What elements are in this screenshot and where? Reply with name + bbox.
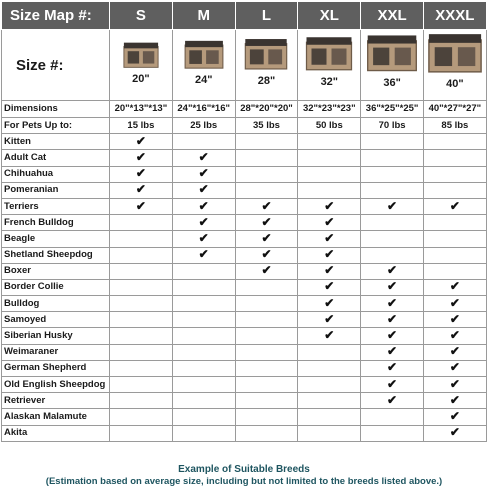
pet-crate-icon — [243, 36, 289, 72]
size-map-header-row — [2, 2, 487, 30]
fit-cell — [235, 198, 298, 214]
fit-cell — [235, 425, 298, 441]
fit-cell — [423, 182, 486, 198]
crate-size-xl: 32" — [320, 76, 339, 88]
fit-cell — [361, 344, 424, 360]
footer-note: (Estimation based on average size, including but not limited to the breeds listed above.) — [45, 476, 443, 487]
breed-name: Shetland Sheepdog — [2, 247, 110, 263]
fit-cell — [423, 279, 486, 295]
size-code-xl: XL — [298, 2, 361, 30]
fit-cell — [423, 312, 486, 328]
breed-name: Terriers — [2, 198, 110, 214]
breed-row — [2, 409, 487, 425]
breed-row — [2, 279, 487, 295]
breed-name: Border Collie — [2, 279, 110, 295]
fit-cell — [172, 150, 235, 166]
fit-cell — [423, 134, 486, 150]
check-mark-icon: ✔ — [198, 149, 209, 164]
breed-row — [2, 312, 487, 328]
breed-name: Adult Cat — [2, 150, 110, 166]
crate-size-l: 28" — [257, 75, 276, 87]
breed-row — [2, 360, 487, 376]
fit-cell — [110, 360, 173, 376]
fit-cell — [298, 425, 361, 441]
weight-limit-value: 25 lbs — [172, 117, 235, 134]
check-mark-icon: ✔ — [135, 149, 146, 164]
breed-row — [2, 377, 487, 393]
fit-cell — [423, 198, 486, 214]
check-mark-icon: ✔ — [198, 247, 209, 262]
fit-cell — [361, 166, 424, 182]
fit-cell — [110, 279, 173, 295]
check-mark-icon: ✔ — [449, 344, 460, 359]
breed-name: French Bulldog — [2, 215, 110, 231]
check-mark-icon: ✔ — [449, 425, 460, 440]
breed-list — [2, 134, 487, 442]
check-mark-icon: ✔ — [198, 166, 209, 181]
check-mark-icon: ✔ — [324, 214, 335, 229]
check-mark-icon: ✔ — [449, 198, 460, 213]
fit-cell — [298, 344, 361, 360]
fit-cell — [361, 279, 424, 295]
check-mark-icon: ✔ — [387, 263, 398, 278]
fit-cell — [423, 409, 486, 425]
breed-row — [2, 150, 487, 166]
fit-cell — [110, 425, 173, 441]
check-mark-icon: ✔ — [387, 198, 398, 213]
breed-row — [2, 344, 487, 360]
fit-cell — [423, 328, 486, 344]
check-mark-icon: ✔ — [324, 295, 335, 310]
fit-cell — [110, 393, 173, 409]
fit-cell — [361, 263, 424, 279]
breed-name: Akita — [2, 425, 110, 441]
breed-name: Samoyed — [2, 312, 110, 328]
check-mark-icon: ✔ — [387, 279, 398, 294]
check-mark-icon: ✔ — [449, 328, 460, 343]
check-mark-icon: ✔ — [135, 198, 146, 213]
breed-name: Bulldog — [2, 296, 110, 312]
fit-cell — [110, 409, 173, 425]
check-mark-icon: ✔ — [324, 247, 335, 262]
weight-limit-value: 85 lbs — [423, 117, 486, 134]
fit-cell — [172, 393, 235, 409]
fit-cell — [235, 263, 298, 279]
fit-cell — [361, 215, 424, 231]
breed-row — [2, 134, 487, 150]
crate-size-xxl: 36" — [383, 77, 401, 89]
fit-cell — [361, 312, 424, 328]
fit-cell — [172, 198, 235, 214]
breed-name: Weimaraner — [2, 344, 110, 360]
size-code-xxl: XXL — [361, 2, 424, 30]
fit-cell — [235, 247, 298, 263]
check-mark-icon: ✔ — [198, 230, 209, 245]
crate-size-xxxl: 40" — [446, 78, 464, 90]
fit-cell — [235, 279, 298, 295]
fit-cell — [235, 166, 298, 182]
fit-cell — [235, 215, 298, 231]
fit-cell — [298, 328, 361, 344]
check-mark-icon: ✔ — [449, 295, 460, 310]
size-table — [1, 1, 487, 442]
check-mark-icon: ✔ — [261, 198, 272, 213]
breed-row — [2, 328, 487, 344]
check-mark-icon: ✔ — [324, 230, 335, 245]
fit-cell — [298, 279, 361, 295]
fit-cell — [423, 360, 486, 376]
fit-cell — [361, 296, 424, 312]
size-code-m: M — [172, 2, 235, 30]
fit-cell — [298, 182, 361, 198]
fit-cell — [235, 231, 298, 247]
fit-cell — [361, 247, 424, 263]
fit-cell — [235, 312, 298, 328]
fit-cell — [298, 231, 361, 247]
fit-cell — [298, 198, 361, 214]
crate-size-m: 24" — [194, 74, 213, 86]
check-mark-icon: ✔ — [449, 360, 460, 375]
dimension-value: 24"*16"*16" — [172, 101, 235, 118]
breed-row — [2, 166, 487, 182]
check-mark-icon: ✔ — [387, 311, 398, 326]
fit-cell — [110, 166, 173, 182]
dimensions-row — [2, 101, 487, 118]
fit-cell — [298, 166, 361, 182]
check-mark-icon: ✔ — [387, 328, 398, 343]
crate-image-row — [2, 30, 487, 101]
fit-cell — [423, 247, 486, 263]
fit-cell — [172, 409, 235, 425]
check-mark-icon: ✔ — [324, 328, 335, 343]
fit-cell — [298, 393, 361, 409]
fit-cell — [298, 150, 361, 166]
fit-cell — [423, 231, 486, 247]
fit-cell — [361, 393, 424, 409]
dimension-value: 40"*27"*27" — [423, 101, 486, 118]
footer-title: Example of Suitable Breeds — [178, 464, 310, 475]
fit-cell — [110, 263, 173, 279]
breed-name: Pomeranian — [2, 182, 110, 198]
fit-cell — [361, 134, 424, 150]
fit-cell — [110, 312, 173, 328]
fit-cell — [423, 150, 486, 166]
fit-cell — [110, 344, 173, 360]
check-mark-icon: ✔ — [449, 376, 460, 391]
fit-cell — [298, 360, 361, 376]
fit-cell — [423, 377, 486, 393]
check-mark-icon: ✔ — [198, 182, 209, 197]
breed-name: Old English Sheepdog — [2, 377, 110, 393]
fit-cell — [298, 409, 361, 425]
fit-cell — [235, 134, 298, 150]
fit-cell — [423, 263, 486, 279]
check-mark-icon: ✔ — [324, 263, 335, 278]
check-mark-icon: ✔ — [261, 247, 272, 262]
breed-row — [2, 425, 487, 441]
breed-row — [2, 215, 487, 231]
check-mark-icon: ✔ — [449, 408, 460, 423]
crate-cell-xxl — [361, 30, 424, 101]
fit-cell — [110, 215, 173, 231]
fit-cell — [235, 360, 298, 376]
size-code-s: S — [110, 2, 173, 30]
weight-limit-row — [2, 117, 487, 134]
pet-crate-icon — [426, 31, 484, 75]
check-mark-icon: ✔ — [387, 392, 398, 407]
size-code-xxxl: XXXL — [423, 2, 486, 30]
fit-cell — [172, 377, 235, 393]
crate-cell-s — [110, 30, 173, 101]
fit-cell — [110, 198, 173, 214]
fit-cell — [361, 409, 424, 425]
check-mark-icon: ✔ — [449, 279, 460, 294]
check-mark-icon: ✔ — [135, 182, 146, 197]
fit-cell — [172, 328, 235, 344]
pet-crate-icon — [183, 38, 225, 71]
fit-cell — [172, 247, 235, 263]
fit-cell — [235, 182, 298, 198]
fit-cell — [235, 296, 298, 312]
fit-cell — [235, 409, 298, 425]
fit-cell — [172, 166, 235, 182]
crate-size-s: 20" — [132, 73, 150, 85]
weight-limit-value: 35 lbs — [235, 117, 298, 134]
fit-cell — [361, 182, 424, 198]
fit-cell — [361, 150, 424, 166]
size-map-label: Size Map #: — [2, 2, 110, 30]
fit-cell — [298, 247, 361, 263]
breed-name: Chihuahua — [2, 166, 110, 182]
fit-cell — [298, 134, 361, 150]
fit-cell — [298, 215, 361, 231]
check-mark-icon: ✔ — [449, 392, 460, 407]
fit-cell — [235, 377, 298, 393]
check-mark-icon: ✔ — [135, 133, 146, 148]
weight-limit-value: 50 lbs — [298, 117, 361, 134]
breed-row — [2, 296, 487, 312]
fit-cell — [110, 182, 173, 198]
breed-name: Beagle — [2, 231, 110, 247]
pet-crate-icon — [365, 32, 419, 74]
size-code-l: L — [235, 2, 298, 30]
fit-cell — [172, 425, 235, 441]
weight-limit-label: For Pets Up to: — [2, 117, 110, 134]
fit-cell — [110, 247, 173, 263]
fit-cell — [110, 134, 173, 150]
fit-cell — [110, 328, 173, 344]
fit-cell — [172, 215, 235, 231]
breed-name: German Shepherd — [2, 360, 110, 376]
fit-cell — [110, 296, 173, 312]
breed-name: Retriever — [2, 393, 110, 409]
crate-cell-l — [235, 30, 298, 101]
check-mark-icon: ✔ — [261, 263, 272, 278]
check-mark-icon: ✔ — [387, 344, 398, 359]
dimensions-label: Dimensions — [2, 101, 110, 118]
fit-cell — [172, 360, 235, 376]
breed-row — [2, 263, 487, 279]
pet-crate-icon — [304, 34, 354, 73]
check-mark-icon: ✔ — [324, 311, 335, 326]
fit-cell — [235, 393, 298, 409]
fit-cell — [361, 360, 424, 376]
fit-cell — [423, 344, 486, 360]
fit-cell — [172, 182, 235, 198]
fit-cell — [172, 134, 235, 150]
fit-cell — [235, 344, 298, 360]
breed-row — [2, 231, 487, 247]
size-number-label: Size #: — [2, 30, 110, 101]
check-mark-icon: ✔ — [324, 198, 335, 213]
dimension-value: 32"*23"*23" — [298, 101, 361, 118]
check-mark-icon: ✔ — [324, 279, 335, 294]
breed-name: Alaskan Malamute — [2, 409, 110, 425]
breed-row — [2, 182, 487, 198]
fit-cell — [110, 231, 173, 247]
fit-cell — [172, 263, 235, 279]
fit-cell — [110, 150, 173, 166]
check-mark-icon: ✔ — [198, 214, 209, 229]
dimension-value: 36"*25"*25" — [361, 101, 424, 118]
breed-name: Boxer — [2, 263, 110, 279]
fit-cell — [172, 231, 235, 247]
fit-cell — [423, 215, 486, 231]
fit-cell — [361, 328, 424, 344]
fit-cell — [298, 312, 361, 328]
crate-cell-xl — [298, 30, 361, 101]
fit-cell — [235, 328, 298, 344]
fit-cell — [298, 377, 361, 393]
fit-cell — [361, 231, 424, 247]
check-mark-icon: ✔ — [387, 376, 398, 391]
breed-row — [2, 393, 487, 409]
check-mark-icon: ✔ — [261, 214, 272, 229]
dimension-value: 28"*20"*20" — [235, 101, 298, 118]
fit-cell — [361, 425, 424, 441]
fit-cell — [172, 296, 235, 312]
fit-cell — [172, 312, 235, 328]
breed-name: Siberian Husky — [2, 328, 110, 344]
fit-cell — [423, 296, 486, 312]
weight-limit-value: 15 lbs — [110, 117, 173, 134]
check-mark-icon: ✔ — [449, 311, 460, 326]
size-chart — [1, 1, 486, 442]
fit-cell — [298, 296, 361, 312]
check-mark-icon: ✔ — [387, 360, 398, 375]
fit-cell — [235, 150, 298, 166]
breed-row — [2, 198, 487, 214]
fit-cell — [298, 263, 361, 279]
check-mark-icon: ✔ — [387, 295, 398, 310]
fit-cell — [361, 198, 424, 214]
dimension-value: 20"*13"*13" — [110, 101, 173, 118]
fit-cell — [423, 166, 486, 182]
breed-row — [2, 247, 487, 263]
check-mark-icon: ✔ — [261, 230, 272, 245]
fit-cell — [110, 377, 173, 393]
fit-cell — [423, 425, 486, 441]
crate-cell-xxxl — [423, 30, 486, 101]
check-mark-icon: ✔ — [135, 166, 146, 181]
fit-cell — [172, 279, 235, 295]
fit-cell — [361, 377, 424, 393]
pet-crate-icon — [122, 40, 160, 70]
fit-cell — [172, 344, 235, 360]
fit-cell — [423, 393, 486, 409]
weight-limit-value: 70 lbs — [361, 117, 424, 134]
check-mark-icon: ✔ — [198, 198, 209, 213]
crate-cell-m — [172, 30, 235, 101]
breed-name: Kitten — [2, 134, 110, 150]
